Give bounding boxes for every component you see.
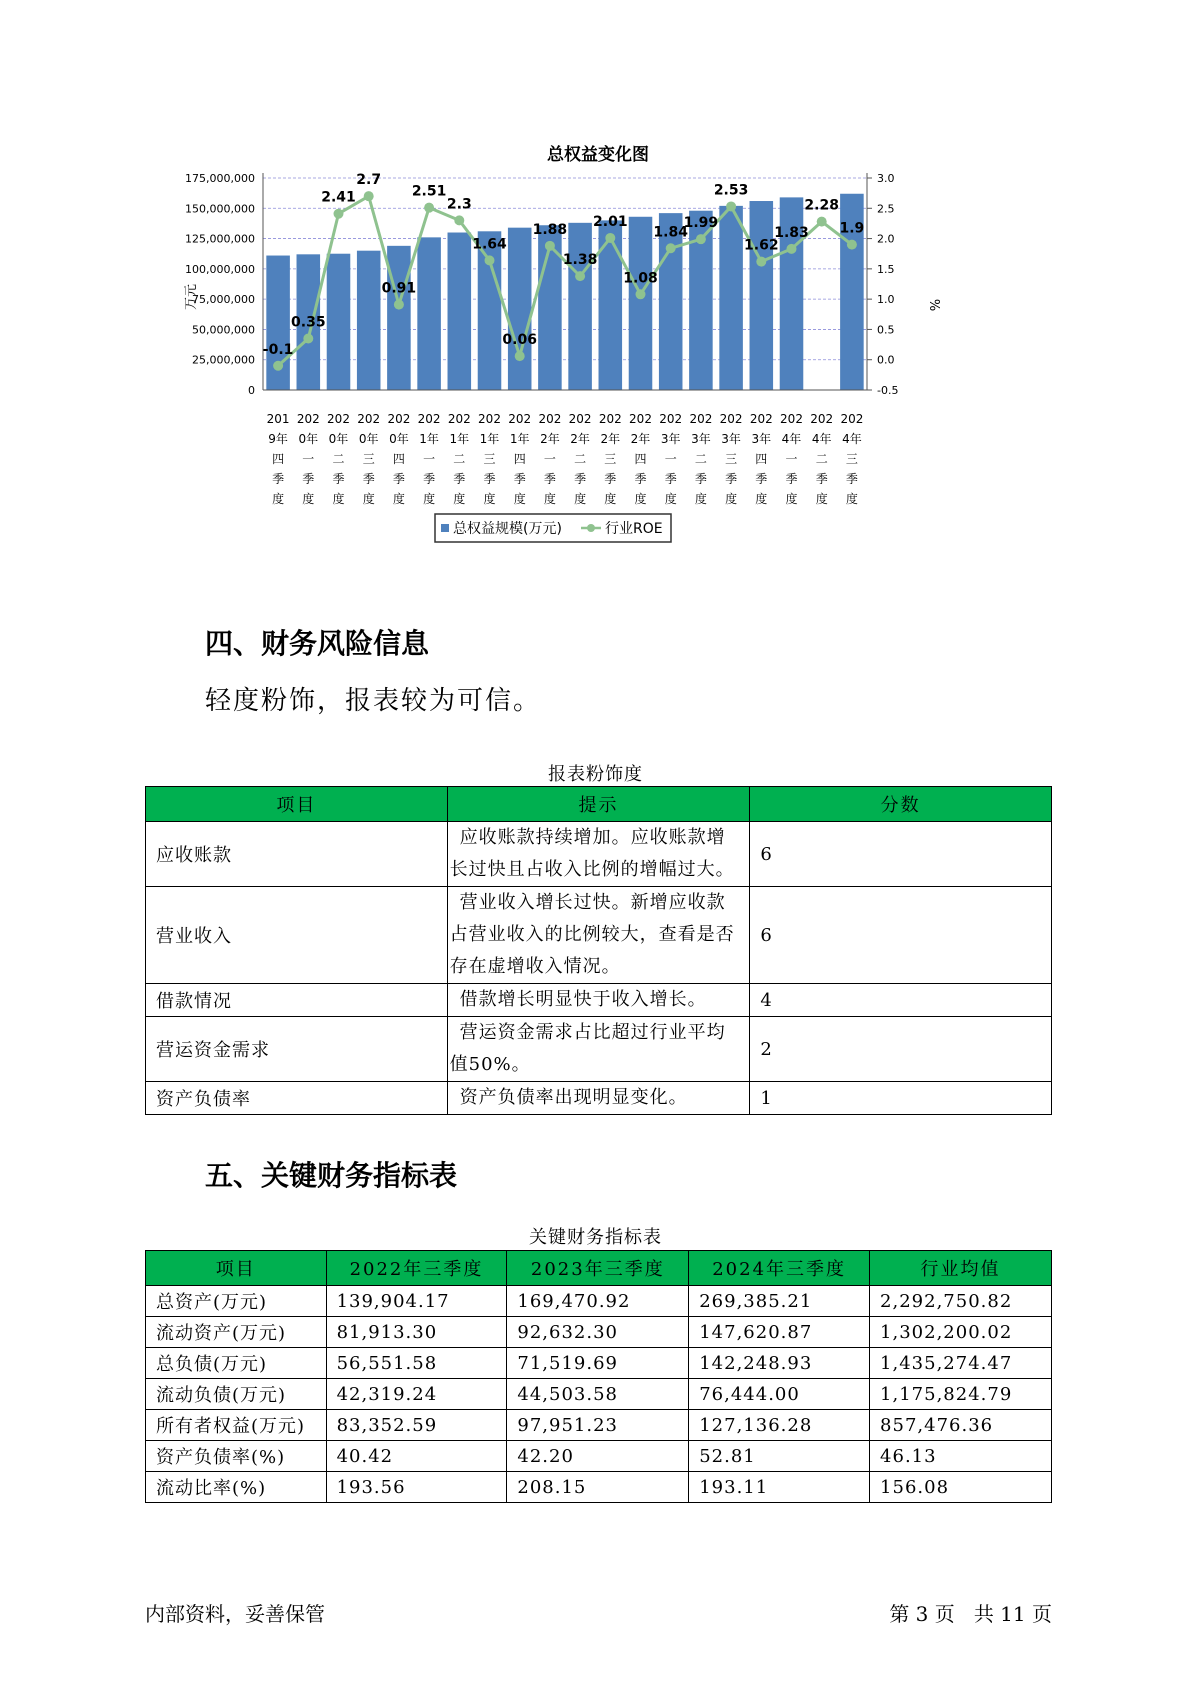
right-tick-label: 2.5: [877, 202, 895, 216]
table2-value-cell: 56,551.58: [326, 1348, 507, 1379]
roe-point: [787, 244, 797, 254]
roe-data-label: 1.62: [744, 237, 779, 254]
table2-value-cell: 139,904.17: [326, 1286, 507, 1317]
x-tick-label: 202: [629, 412, 652, 426]
x-tick-label: 季: [755, 472, 768, 486]
roe-point: [454, 215, 464, 225]
x-tick-label: 季: [845, 472, 858, 486]
x-tick-label: 202: [387, 412, 411, 426]
x-tick-label: 202: [538, 412, 562, 426]
table1-row: [146, 984, 1052, 1017]
roe-data-label: 1.88: [532, 221, 568, 238]
x-tick-label: 1年: [449, 432, 470, 446]
roe-data-label: 0.35: [291, 314, 326, 331]
table1-tip-line: 资产负债率出现明显变化。: [459, 1087, 688, 1108]
right-axis-label: %: [926, 298, 941, 312]
roe-point: [394, 300, 404, 310]
left-tick-label: 125,000,000: [185, 232, 255, 246]
left-tick-label: 100,000,000: [185, 262, 255, 276]
table2-value-cell: 42.20: [507, 1441, 689, 1472]
roe-point: [545, 241, 555, 251]
x-tick-label: 度: [634, 492, 647, 506]
table2-item-cell: 流动负债(万元): [146, 1379, 327, 1410]
table2-row: [146, 1410, 1052, 1441]
table1-tip-cell: [447, 1082, 750, 1115]
roe-point: [364, 191, 374, 201]
left-tick-label: 25,000,000: [192, 353, 255, 367]
x-tick-label: 四: [513, 452, 526, 466]
x-tick-label: 202: [447, 412, 471, 426]
x-tick-label: 季: [392, 472, 405, 486]
x-tick-label: 二: [332, 452, 345, 466]
x-tick-label: 度: [392, 492, 405, 506]
table1-tip-cell: [447, 1017, 750, 1082]
equity-bar: [508, 228, 532, 390]
left-tick-label: 75,000,000: [192, 293, 255, 307]
table2-header-2024q3: 2024年三季度: [689, 1251, 870, 1286]
x-tick-label: 2年: [600, 432, 621, 446]
table2-value-cell: 156.08: [870, 1472, 1052, 1503]
x-tick-label: 季: [483, 472, 496, 486]
roe-point: [334, 209, 344, 219]
x-tick-label: 季: [543, 472, 556, 486]
x-tick-label: 202: [780, 412, 803, 426]
roe-data-label: 2.7: [356, 172, 382, 189]
roe-data-label: 1.9: [839, 220, 865, 237]
x-tick-label: 4年: [842, 432, 862, 446]
x-tick-label: 202: [357, 412, 381, 426]
x-tick-label: 度: [453, 492, 466, 506]
x-tick-label: 二: [815, 452, 828, 466]
right-tick-label: 1.0: [877, 293, 895, 307]
table2-value-cell: 269,385.21: [689, 1286, 870, 1317]
section4-paragraph: 轻度粉饰，报表较为可信。: [205, 686, 542, 716]
table2-value-cell: 97,951.23: [507, 1410, 689, 1441]
x-tick-label: 度: [664, 492, 677, 506]
x-tick-label: 季: [664, 472, 677, 486]
key-indicator-table: [145, 1250, 1052, 1503]
x-tick-label: 三: [725, 452, 738, 466]
table1-tip-line: 营业收入增长过快。新增应收款: [459, 892, 726, 913]
x-tick-label: 度: [483, 492, 496, 506]
x-tick-label: 3年: [691, 432, 711, 446]
x-tick-label: 一: [423, 452, 436, 466]
table2-item-cell: 所有者权益(万元): [146, 1410, 327, 1441]
table2-value-cell: 42,319.24: [326, 1379, 507, 1410]
x-tick-label: 0年: [389, 432, 409, 446]
roe-data-label: 2.01: [593, 213, 628, 230]
x-tick-label: 度: [574, 492, 587, 506]
x-tick-label: 4年: [811, 432, 832, 446]
section5-heading: 五、关键财务指标表: [205, 1159, 458, 1192]
x-tick-label: 0年: [328, 432, 349, 446]
x-tick-label: 202: [296, 412, 320, 426]
table2-header-row: [146, 1251, 1052, 1286]
x-tick-label: 季: [362, 472, 375, 486]
table1-item-cell: 营业收入: [146, 887, 448, 984]
table2-caption: 关键财务指标表: [529, 1227, 662, 1248]
x-tick-label: 3年: [660, 432, 681, 446]
roe-point: [756, 257, 766, 267]
table1-tip-cell: [447, 887, 750, 984]
x-tick-label: 201: [266, 412, 290, 426]
x-tick-label: 三: [604, 452, 617, 466]
x-tick-label: 三: [845, 452, 858, 466]
table2-header-item: 项目: [146, 1251, 327, 1286]
equity-bar: [387, 246, 411, 390]
roe-data-label: 2.53: [713, 182, 749, 199]
table1-item-cell: 应收账款: [146, 822, 448, 887]
x-tick-label: 二: [694, 452, 707, 466]
table2-item-cell: 总资产(万元): [146, 1286, 327, 1317]
table2-value-cell: 208.15: [507, 1472, 689, 1503]
x-tick-label: 1年: [479, 432, 500, 446]
footer-page-number: 第 3 页 共 11 页: [889, 1602, 1052, 1626]
table2-item-cell: 流动比率(%): [146, 1472, 327, 1503]
table1-tip-line: 值50%。: [449, 1054, 531, 1075]
x-tick-label: 季: [513, 472, 526, 486]
roe-point: [636, 289, 646, 299]
x-tick-label: 202: [659, 412, 683, 426]
x-tick-label: 202: [598, 412, 622, 426]
table2-value-cell: 76,444.00: [689, 1379, 870, 1410]
table2-value-cell: 193.56: [326, 1472, 507, 1503]
x-tick-label: 202: [478, 412, 501, 426]
table2-value-cell: 1,435,274.47: [870, 1348, 1052, 1379]
table2-value-cell: 169,470.92: [507, 1286, 689, 1317]
table2-value-cell: 142,248.93: [689, 1348, 870, 1379]
roe-data-label: 1.99: [683, 215, 719, 232]
x-tick-label: 三: [483, 452, 496, 466]
table1-header-item: 项目: [146, 787, 448, 822]
x-tick-label: 季: [332, 472, 345, 486]
x-tick-label: 度: [694, 492, 707, 506]
x-tick-label: 季: [423, 472, 436, 486]
x-tick-label: 202: [810, 412, 834, 426]
x-tick-label: 季: [785, 472, 798, 486]
roe-data-label: 1.38: [562, 252, 598, 269]
x-tick-label: 四: [272, 452, 285, 466]
table2-item-cell: 流动资产(万元): [146, 1317, 327, 1348]
table2-row: [146, 1441, 1052, 1472]
table2-header-2022q3: 2022年三季度: [326, 1251, 507, 1286]
x-tick-label: 一: [302, 452, 315, 466]
x-tick-label: 度: [785, 492, 798, 506]
left-tick-label: 0: [248, 384, 255, 397]
left-axis-label: 万元: [184, 283, 199, 311]
table1-row: [146, 887, 1052, 984]
roe-point: [273, 361, 283, 371]
x-tick-label: 度: [845, 492, 858, 506]
right-tick-label: 0.0: [877, 353, 895, 367]
x-tick-label: 度: [423, 492, 436, 506]
roe-point: [485, 255, 495, 265]
x-tick-label: 202: [508, 412, 532, 426]
right-tick-label: -0.5: [877, 384, 899, 397]
equity-bar: [629, 217, 653, 390]
left-tick-label: 175,000,000: [185, 172, 255, 185]
x-tick-label: 202: [417, 412, 441, 426]
roe-data-label: 1.08: [623, 270, 658, 287]
x-tick-label: 1年: [419, 432, 439, 446]
table2-header-industry-avg: 行业均值: [870, 1251, 1052, 1286]
x-tick-label: 2年: [540, 432, 560, 446]
table2-item-cell: 资产负债率(%): [146, 1441, 327, 1472]
legend-bar-swatch: [441, 524, 449, 532]
table1-tip-line: 借款增长明显快于收入增长。: [459, 989, 707, 1010]
equity-bar: [719, 206, 743, 390]
roe-data-label: 2.28: [804, 197, 839, 214]
chart-title: 总权益变化图: [547, 145, 649, 165]
x-tick-label: 三: [362, 452, 375, 466]
x-tick-label: 9年: [268, 432, 288, 446]
legend-bar-label: 总权益规模(万元): [453, 521, 562, 537]
table1-header-score: 分数: [750, 787, 1052, 822]
legend-line-label: 行业ROE: [605, 521, 663, 537]
table1-row: [146, 1017, 1052, 1082]
table1-tip-line: 存在虚增收入情况。: [449, 956, 621, 977]
table2-value-cell: 1,175,824.79: [870, 1379, 1052, 1410]
table1-tip-cell: [447, 822, 750, 887]
roe-data-label: -0.1: [262, 341, 294, 358]
table1-tip-cell: [447, 984, 750, 1017]
table1-score-cell: 6: [750, 887, 1052, 984]
table2-value-cell: 193.11: [689, 1472, 870, 1503]
roe-point: [696, 234, 706, 244]
whitewash-table: [145, 786, 1052, 1115]
table1-item-cell: 营运资金需求: [146, 1017, 448, 1082]
x-tick-label: 202: [719, 412, 743, 426]
table1-header-row: [146, 787, 1052, 822]
x-tick-label: 度: [272, 492, 285, 506]
x-tick-label: 202: [689, 412, 713, 426]
roe-point: [666, 243, 676, 253]
x-tick-label: 0年: [358, 432, 379, 446]
table1-item-cell: 资产负债率: [146, 1082, 448, 1115]
chart-legend: [435, 514, 671, 542]
x-tick-label: 3年: [751, 432, 772, 446]
x-tick-label: 季: [604, 472, 617, 486]
x-tick-label: 季: [574, 472, 587, 486]
section4-heading: 四、财务风险信息: [205, 627, 430, 660]
equity-chart: [150, 140, 1050, 590]
x-tick-label: 3年: [721, 432, 741, 446]
x-tick-label: 季: [272, 472, 285, 486]
table2-value-cell: 40.42: [326, 1441, 507, 1472]
x-tick-label: 1年: [509, 432, 530, 446]
table2-row: [146, 1286, 1052, 1317]
table1-score-cell: 4: [750, 984, 1052, 1017]
table1-tip-line: 营运资金需求占比超过行业平均: [459, 1022, 726, 1043]
x-tick-label: 一: [785, 452, 798, 466]
table2-value-cell: 71,519.69: [507, 1348, 689, 1379]
table1-header-tip: 提示: [447, 787, 750, 822]
table1-tip-line: 长过快且占收入比例的增幅过大。: [449, 859, 735, 880]
x-tick-label: 二: [453, 452, 466, 466]
x-tick-label: 度: [513, 492, 526, 506]
equity-bar: [599, 220, 623, 390]
table2-value-cell: 83,352.59: [326, 1410, 507, 1441]
table1-row: [146, 822, 1052, 887]
table2-value-cell: 127,136.28: [689, 1410, 870, 1441]
equity-bar: [478, 231, 502, 390]
x-tick-label: 度: [755, 492, 768, 506]
x-tick-label: 度: [725, 492, 738, 506]
x-tick-label: 2年: [570, 432, 590, 446]
equity-bar: [417, 237, 441, 390]
roe-data-label: 1.83: [774, 224, 809, 241]
table1-score-cell: 2: [750, 1017, 1052, 1082]
right-tick-label: 0.5: [877, 323, 895, 337]
table1-item-cell: 借款情况: [146, 984, 448, 1017]
table2-row: [146, 1348, 1052, 1379]
x-tick-label: 度: [543, 492, 556, 506]
x-tick-label: 度: [362, 492, 375, 506]
table2-value-cell: 147,620.87: [689, 1317, 870, 1348]
table2-value-cell: 52.81: [689, 1441, 870, 1472]
x-tick-label: 四: [755, 452, 768, 466]
equity-bar: [448, 233, 472, 390]
x-tick-label: 度: [332, 492, 345, 506]
right-tick-label: 3.0: [877, 172, 895, 185]
roe-data-label: 1.84: [653, 224, 688, 241]
x-tick-label: 季: [694, 472, 707, 486]
table2-value-cell: 46.13: [870, 1441, 1052, 1472]
x-tick-label: 4年: [781, 432, 802, 446]
table1-row: [146, 1082, 1052, 1115]
roe-point: [424, 203, 434, 213]
roe-point: [605, 233, 615, 243]
x-tick-label: 季: [302, 472, 315, 486]
left-tick-label: 150,000,000: [185, 202, 255, 216]
equity-bar: [568, 223, 592, 390]
right-tick-label: 1.5: [877, 262, 895, 276]
table1-tip-line: 应收账款持续增加。应收账款增: [459, 827, 726, 848]
chart-roe-line: [263, 172, 865, 371]
x-tick-label: 季: [725, 472, 738, 486]
table2-row: [146, 1472, 1052, 1503]
x-tick-label: 一: [543, 452, 556, 466]
table1-score-cell: 1: [750, 1082, 1052, 1115]
x-tick-label: 0年: [298, 432, 319, 446]
x-tick-label: 二: [574, 452, 587, 466]
x-tick-label: 202: [749, 412, 773, 426]
left-tick-label: 50,000,000: [192, 323, 255, 337]
roe-data-label: 1.64: [472, 236, 507, 253]
x-tick-label: 202: [568, 412, 592, 426]
x-tick-label: 一: [664, 452, 677, 466]
table1-caption: 报表粉饰度: [548, 764, 643, 785]
equity-bar: [357, 251, 381, 390]
table2-value-cell: 81,913.30: [326, 1317, 507, 1348]
x-tick-label: 202: [840, 412, 864, 426]
table2-value-cell: 857,476.36: [870, 1410, 1052, 1441]
x-tick-label: 四: [634, 452, 647, 466]
table2-row: [146, 1317, 1052, 1348]
x-tick-label: 度: [302, 492, 315, 506]
chart-x-tick-labels: [267, 412, 864, 506]
roe-data-label: 0.06: [502, 332, 537, 349]
x-tick-label: 季: [634, 472, 647, 486]
roe-point: [847, 240, 857, 250]
roe-data-label: 0.91: [381, 280, 417, 297]
equity-bar: [750, 201, 774, 390]
footer-left: 内部资料，妥善保管: [145, 1602, 325, 1626]
roe-data-label: 2.3: [446, 196, 472, 213]
table1-tip-line: 占营业收入的比例较大，查看是否: [449, 924, 735, 945]
x-tick-label: 四: [392, 452, 405, 466]
table2-header-2023q3: 2023年三季度: [507, 1251, 689, 1286]
roe-data-label: 2.41: [321, 189, 356, 206]
x-tick-label: 202: [327, 412, 350, 426]
roe-data-label: 2.51: [411, 183, 447, 200]
equity-bar: [327, 254, 351, 390]
right-tick-label: 2.0: [877, 232, 895, 246]
roe-point: [575, 271, 585, 281]
table2-value-cell: 92,632.30: [507, 1317, 689, 1348]
legend-line-marker: [587, 524, 595, 532]
table2-item-cell: 总负债(万元): [146, 1348, 327, 1379]
table2-row: [146, 1379, 1052, 1410]
table2-value-cell: 2,292,750.82: [870, 1286, 1052, 1317]
x-tick-label: 季: [815, 472, 828, 486]
x-tick-label: 度: [815, 492, 828, 506]
roe-point: [303, 334, 313, 344]
x-tick-label: 度: [604, 492, 617, 506]
table2-value-cell: 44,503.58: [507, 1379, 689, 1410]
x-tick-label: 2年: [630, 432, 651, 446]
table1-score-cell: 6: [750, 822, 1052, 887]
roe-point: [726, 201, 736, 211]
roe-point: [515, 351, 525, 361]
roe-point: [817, 217, 827, 227]
table2-value-cell: 1,302,200.02: [870, 1317, 1052, 1348]
x-tick-label: 季: [453, 472, 466, 486]
